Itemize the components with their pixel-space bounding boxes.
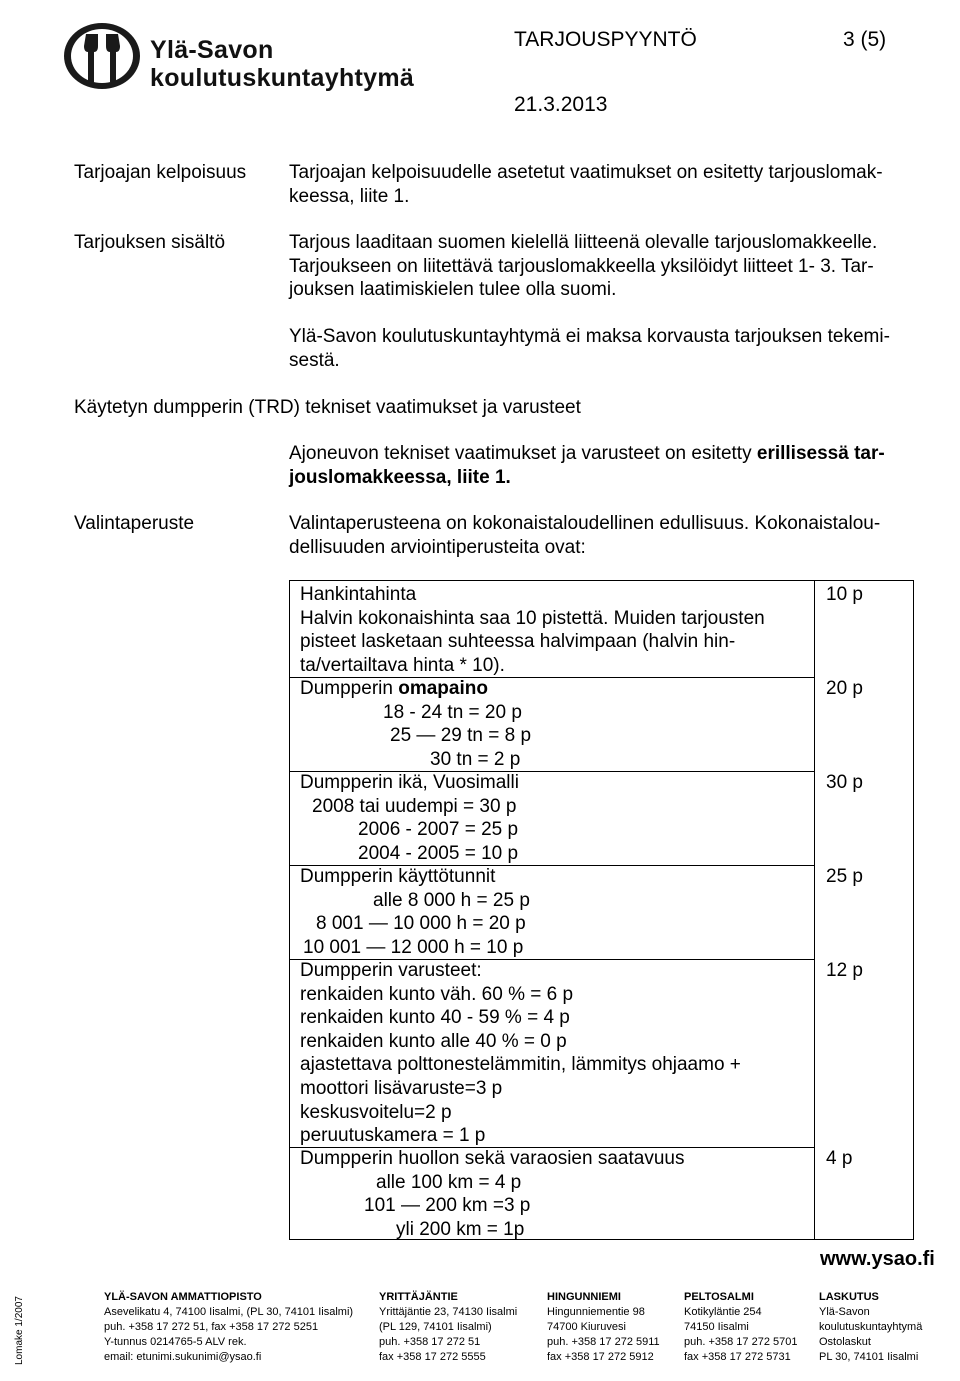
text-line: dellisuuden arviointiperusteita ovat: bbox=[289, 536, 586, 558]
footer-line: fax +358 17 272 5912 bbox=[547, 1351, 654, 1363]
criterion-hours bbox=[300, 865, 805, 959]
footer-column-yrittajantie bbox=[379, 1290, 517, 1365]
criterion-title: Dumpperin käyttötunnit bbox=[300, 866, 496, 887]
page-number: 3 (5) bbox=[843, 28, 887, 51]
content-label: Tarjouksen sisältö bbox=[74, 232, 226, 253]
criterion-line: 101 — 200 km =3 p bbox=[364, 1195, 531, 1217]
criterion-points: 30 p bbox=[826, 772, 863, 793]
content-text bbox=[289, 231, 929, 302]
criterion-points: 25 p bbox=[826, 866, 863, 887]
footer-column-laskutus bbox=[819, 1290, 922, 1365]
selection-label: Valintaperuste bbox=[74, 513, 195, 534]
criterion-points: 10 p bbox=[826, 584, 863, 605]
selection-text bbox=[289, 512, 929, 559]
footer-line: PL 30, 74101 Iisalmi bbox=[819, 1351, 919, 1363]
text-line: Tarjoajan kelpoisuudelle asetetut vaatimukset on esitetty tarjouslomak- bbox=[289, 162, 883, 183]
table-divider bbox=[814, 581, 815, 1239]
footer-line: 74700 Kiuruvesi bbox=[547, 1321, 626, 1333]
footer-line: koulutuskuntayhtymä bbox=[819, 1321, 923, 1333]
criterion-line: alle 8 000 h = 25 p bbox=[373, 889, 530, 911]
criterion-line: yli 200 km = 1p bbox=[396, 1218, 525, 1240]
criterion-title: Dumpperin ikä, Vuosimalli bbox=[300, 772, 519, 793]
footer-line: fax +358 17 272 5555 bbox=[379, 1351, 486, 1363]
criterion-points: 20 p bbox=[826, 678, 863, 699]
criterion-line: Halvin kokonaishinta saa 10 pistettä. Muiden tarjousten bbox=[300, 607, 765, 629]
criterion-title: Dumpperin huollon sekä varaosien saatavuus bbox=[300, 1148, 685, 1169]
criterion-line: 30 tn = 2 p bbox=[430, 748, 521, 770]
criterion-line: 25 — 29 tn = 8 p bbox=[390, 725, 532, 747]
footer-line: Yrittäjäntie 23, 74130 Iisalmi bbox=[379, 1306, 518, 1318]
logo-text-line2: koulutuskuntayhtymä bbox=[150, 64, 415, 92]
criterion-equipment bbox=[300, 959, 805, 1148]
criterion-line: 2004 - 2005 = 10 p bbox=[358, 842, 519, 864]
criterion-points: 12 p bbox=[826, 960, 863, 981]
criterion-points: 4 p bbox=[826, 1148, 853, 1169]
organization-logo bbox=[62, 22, 422, 92]
criterion-line: keskusvoitelu=2 p bbox=[300, 1101, 452, 1123]
footer-column-ammattiopisto bbox=[104, 1290, 353, 1365]
text-bold: omapaino bbox=[398, 678, 488, 699]
eligibility-text bbox=[289, 161, 929, 208]
document-title: TARJOUSPYYNTÖ bbox=[514, 28, 697, 51]
criterion-weight bbox=[300, 677, 805, 771]
criterion-line: renkaiden kunto 40 - 59 % = 4 p bbox=[300, 1007, 570, 1029]
footer-line: puh. +358 17 272 5911 bbox=[547, 1336, 660, 1348]
footer-heading: PELTOSALMI bbox=[684, 1291, 754, 1303]
footer-line: 74150 Iisalmi bbox=[684, 1321, 749, 1333]
criterion-line: 18 - 24 tn = 20 p bbox=[383, 701, 522, 723]
criterion-title: Hankintahinta bbox=[300, 584, 417, 605]
footer-heading: LASKUTUS bbox=[819, 1291, 879, 1303]
footer-line: Asevelikatu 4, 74100 Iisalmi, (PL 30, 74101 Iisalmi) bbox=[104, 1306, 354, 1318]
criterion-line: renkaiden kunto väh. 60 % = 6 p bbox=[300, 983, 574, 1005]
footer-heading: YRITTÄJÄNTIE bbox=[379, 1291, 458, 1303]
text-normal: Dumpperin bbox=[300, 678, 399, 699]
footer-email[interactable]: email: etunimi.sukunimi@ysao.fi bbox=[104, 1351, 262, 1363]
footer-line: puh. +358 17 272 51 bbox=[379, 1336, 481, 1348]
criterion-line: peruutuskamera = 1 p bbox=[300, 1125, 486, 1147]
text-line: Valintaperusteena on kokonaistaloudellinen edullisuus. Kokonaistalou- bbox=[289, 513, 881, 534]
criterion-line: moottori lisävaruste=3 p bbox=[300, 1077, 503, 1099]
criterion-age bbox=[300, 771, 805, 865]
eligibility-label: Tarjoajan kelpoisuus bbox=[74, 162, 247, 183]
criterion-title: Dumpperin varusteet: bbox=[300, 960, 482, 981]
requirements-heading: Käytetyn dumpperin (TRD) tekniset vaatimukset ja varusteet bbox=[74, 397, 581, 418]
footer-line: Ylä-Savon bbox=[819, 1306, 870, 1318]
footer-line: Kotikyläntie 254 bbox=[684, 1306, 762, 1318]
text-line: Tarjous laaditaan suomen kielellä liitteenä olevalle tarjouslomakkeelle. bbox=[289, 232, 878, 253]
criterion-line: pisteet lasketaan suhteessa halvimpaan (halvin hin- bbox=[300, 631, 736, 653]
criterion-title bbox=[300, 677, 805, 701]
criterion-line: ta/vertailtava hinta * 10). bbox=[300, 654, 505, 676]
text-line: Ylä-Savon koulutuskuntayhtymä ei maksa korvausta tarjouksen tekemi- bbox=[289, 326, 890, 347]
logo-text-line1: Ylä-Savon bbox=[150, 36, 274, 64]
text-line: jouksen laatimiskielen tulee olla suomi. bbox=[289, 279, 617, 301]
text-line: Tarjoukseen on liitettävä tarjouslomakkeella yksilöidyt liitteet 1- 3. Tar- bbox=[289, 255, 874, 277]
criterion-line: 2008 tai uudempi = 30 p bbox=[312, 795, 517, 817]
form-code: Lomake 1/2007 bbox=[14, 1296, 25, 1365]
text-bold: erillisessä tar- bbox=[756, 443, 885, 464]
criterion-line: 2006 - 2007 = 25 p bbox=[358, 819, 519, 841]
website-link[interactable]: www.ysao.fi bbox=[820, 1248, 935, 1270]
criterion-line: 10 001 — 12 000 h = 10 p bbox=[303, 936, 524, 958]
footer-line: Ostolaskut bbox=[819, 1336, 871, 1348]
criterion-price bbox=[300, 583, 805, 677]
criterion-line: 8 001 — 10 000 h = 20 p bbox=[316, 913, 526, 935]
document-date: 21.3.2013 bbox=[514, 93, 608, 116]
text-line bbox=[289, 442, 929, 466]
text-line: sestä. bbox=[289, 349, 340, 371]
criterion-service bbox=[300, 1147, 805, 1241]
footer-line: Y-tunnus 0214765-5 ALV rek. bbox=[104, 1336, 247, 1348]
logo-emblem-icon bbox=[62, 22, 142, 90]
text-line: jouslomakkeessa, liite 1. bbox=[289, 466, 511, 488]
text-line: keessa, liite 1. bbox=[289, 185, 410, 207]
footer-column-peltosalmi bbox=[684, 1290, 797, 1365]
footer-line: fax +358 17 272 5731 bbox=[684, 1351, 791, 1363]
footer-column-hingunniemi bbox=[547, 1290, 660, 1365]
criterion-line: ajastettava polttonestelämmitin, lämmitys ohjaamo + bbox=[300, 1054, 741, 1076]
footer-line: Hingunniementie 98 bbox=[547, 1306, 645, 1318]
text-normal: Ajoneuvon tekniset vaatimukset ja varusteet on esitetty bbox=[289, 443, 757, 464]
criteria-table bbox=[289, 580, 914, 1240]
footer-heading: HINGUNNIEMI bbox=[547, 1291, 621, 1303]
criterion-line: alle 100 km = 4 p bbox=[376, 1171, 522, 1193]
footer-line: (PL 129, 74101 Iisalmi) bbox=[379, 1321, 492, 1333]
criterion-line: renkaiden kunto alle 40 % = 0 p bbox=[300, 1030, 567, 1052]
footer-line: puh. +358 17 272 51, fax +358 17 272 5251 bbox=[104, 1321, 319, 1333]
requirements-text bbox=[289, 442, 929, 489]
compensation-text bbox=[289, 325, 929, 372]
footer-heading: YLÄ-SAVON AMMATTIOPISTO bbox=[104, 1291, 262, 1303]
footer-line: puh. +358 17 272 5701 bbox=[684, 1336, 798, 1348]
